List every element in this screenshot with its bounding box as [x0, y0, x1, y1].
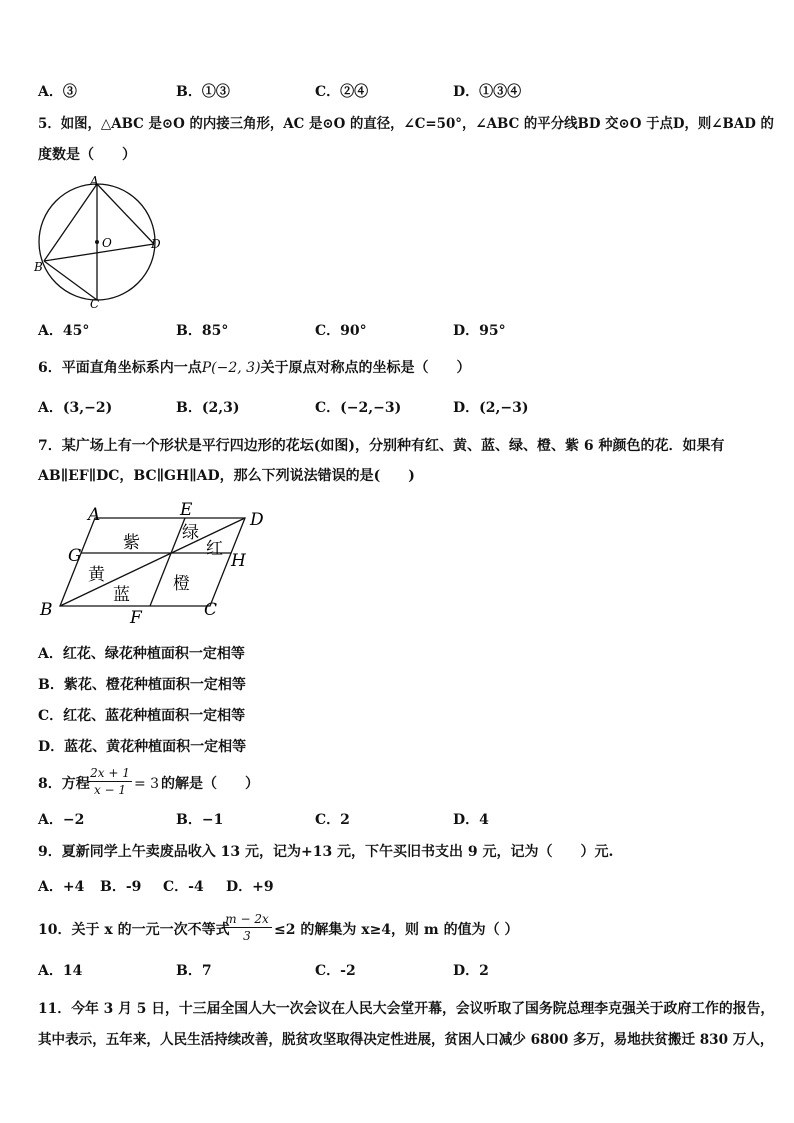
q7-option-a: A．红花、绿花种植面积一定相等	[38, 646, 245, 662]
q10-option-d: D．2	[453, 963, 489, 979]
q8-option-d: D．4	[453, 812, 489, 828]
label-f: F	[130, 608, 142, 628]
q5-option-b: B．85°	[176, 323, 229, 339]
q8-stem-post: 的解是（ ）	[161, 776, 259, 792]
label-c: C	[90, 297, 100, 311]
q6-stem	[38, 359, 471, 377]
label-a: A	[88, 505, 101, 525]
q7-parallelogram-diagram	[30, 498, 280, 630]
region-orange: 橙	[173, 574, 190, 594]
label-d: D	[250, 510, 264, 530]
q7-option-d: D．蓝花、黄花种植面积一定相等	[38, 739, 247, 755]
q5-option-c: C．90°	[315, 323, 367, 339]
region-blue: 蓝	[113, 585, 130, 605]
q10-stem-pre: 10．关于 x 的一元一次不等式	[38, 922, 230, 938]
q8-denominator: x − 1	[93, 783, 127, 797]
q4-option-d: D．①③④	[453, 84, 522, 100]
q10-fraction	[222, 911, 272, 944]
q6-stem-pre: 6．平面直角坐标系内一点	[38, 360, 202, 376]
q5-stem-line1: 5．如图，△ABC 是⊙O 的内接三角形，AC 是⊙O 的直径，∠C=50°，∠ABC 的平分线BD 交⊙O 于点D，则∠BAD 的	[38, 116, 774, 132]
q4-option-c: C．②④	[315, 84, 369, 100]
q10-option-b: B．7	[176, 963, 212, 979]
q4-option-a: A．③	[38, 84, 77, 100]
q5-circle-diagram	[30, 174, 170, 312]
label-b: B	[34, 260, 43, 274]
q10-numerator: m − 2x	[222, 911, 272, 928]
label-g: G	[68, 546, 82, 566]
q6-option-c: C．(−2,−3)	[315, 400, 402, 416]
q8-fraction	[88, 765, 132, 798]
region-green: 绿	[182, 523, 199, 543]
region-red: 红	[206, 539, 223, 559]
q5-option-a: A．45°	[38, 323, 90, 339]
q7-stem-line2: AB∥EF∥DC，BC∥GH∥AD，那么下列说法错误的是( )	[38, 468, 415, 484]
label-e: E	[180, 500, 193, 520]
label-d: D	[151, 237, 161, 251]
q8-option-c: C．2	[315, 812, 350, 828]
q7-stem-line1: 7．某广场上有一个形状是平行四边形的花坛(如图)，分别种有红、黄、蓝、绿、橙、紫 6 种颜色的花．如果有	[38, 438, 725, 454]
q6-stem-post: 关于原点对称点的坐标是（ ）	[260, 360, 471, 376]
region-yellow: 黄	[88, 565, 105, 585]
q9-option-c: C．-4	[163, 879, 204, 895]
q10-denominator: 3	[243, 929, 251, 943]
center-point-o	[95, 240, 99, 244]
q8-option-a: A．−2	[38, 812, 85, 828]
label-b: B	[40, 600, 53, 620]
q4-option-b: B．①③	[176, 84, 230, 100]
q10-option-c: C．-2	[315, 963, 356, 979]
q11-stem-line2: 其中表示，五年来，人民生活持续改善，脱贫攻坚取得决定性进展，贫困人口减少 6800 多万，易地扶贫搬迁 830 万人，	[38, 1032, 774, 1048]
label-o: O	[102, 236, 112, 250]
q5-stem-line2: 度数是（ ）	[38, 147, 136, 163]
label-h: H	[231, 551, 246, 571]
q6-point: P(−2, 3)	[201, 360, 261, 376]
segment-ad	[97, 184, 154, 244]
q5-option-d: D．95°	[453, 323, 506, 339]
region-purple: 紫	[123, 533, 140, 553]
label-a: A	[90, 174, 99, 188]
q9-option-b: B．-9	[100, 879, 142, 895]
q9-stem: 9．夏新同学上午卖废品收入 13 元，记为+13 元，下午买旧书支出 9 元，记为（ ）元.	[38, 844, 614, 860]
q9-option-a: A．+4	[38, 879, 85, 895]
q10-stem-post: ≤2 的解集为 x≥4，则 m 的值为（ ）	[274, 922, 519, 938]
q6-option-b: B．(2,3)	[176, 400, 240, 416]
q8-numerator: 2x + 1	[88, 765, 132, 782]
q8-equals: = 3	[134, 776, 160, 792]
q11-stem-line1: 11．今年 3 月 5 日，十三届全国人大一次会议在人民大会堂开幕，会议听取了国务院总理李克强关于政府工作的报告，	[38, 1001, 775, 1017]
segment-ab	[44, 184, 97, 261]
q8-option-b: B．−1	[176, 812, 224, 828]
q6-option-a: A．(3,−2)	[38, 400, 113, 416]
q6-option-d: D．(2,−3)	[453, 400, 529, 416]
q10-option-a: A．14	[38, 963, 83, 979]
label-c: C	[204, 600, 218, 620]
q7-option-b: B．紫花、橙花种植面积一定相等	[38, 677, 246, 693]
q9-option-d: D．+9	[226, 879, 274, 895]
q8-stem-pre: 8．方程	[38, 776, 90, 792]
q7-option-c: C．红花、蓝花种植面积一定相等	[38, 708, 246, 724]
diagonal-bd	[60, 518, 245, 606]
segment-bd	[44, 244, 154, 261]
